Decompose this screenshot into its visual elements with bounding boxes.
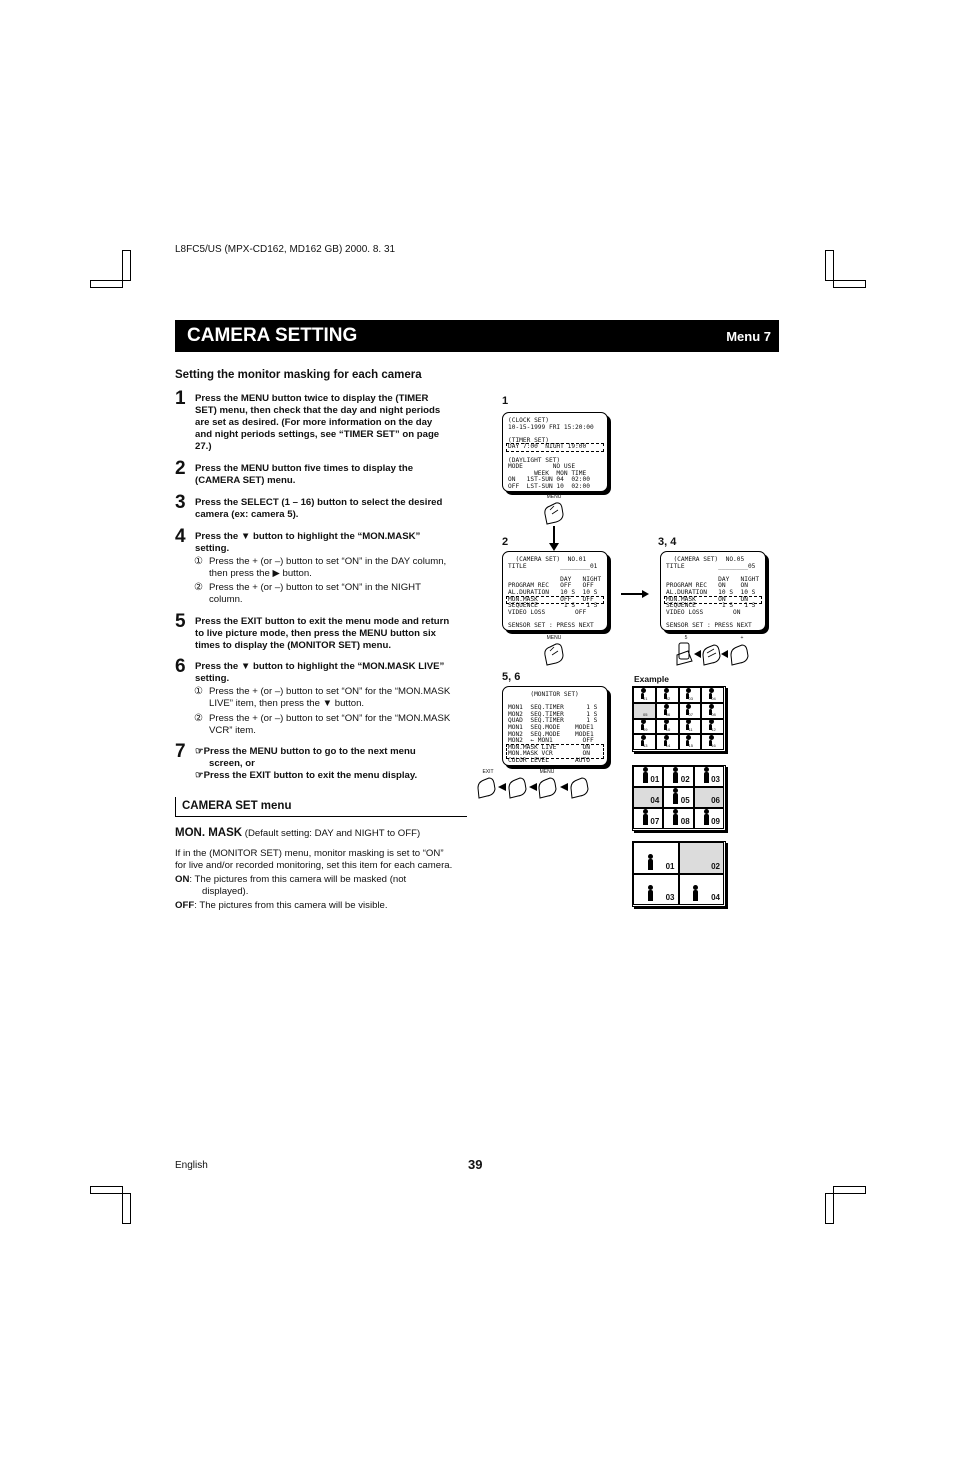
screen-line: VIDEO LOSS OFF [508,608,587,616]
camera-number: 07 [688,711,693,717]
camera-number: 16 [711,743,716,748]
plus-button-label: + [740,635,744,641]
step-line: are set as desired. (For more information on the day [195,417,433,428]
screen-line: OFF LST-SUN 10 02:00 [508,483,590,490]
screen-line: MON1 SEQ.MODE MODE1 [508,724,594,731]
menu-button-label: MENU [546,494,562,500]
camera-cell [633,766,663,787]
substep [194,556,471,580]
camera-number: 01 [643,695,648,701]
person-icon [648,859,653,870]
crop-mark [90,1186,131,1224]
screen-line: VIDEO LOSS ON [666,608,741,616]
step-text [195,463,470,487]
screen-line: WEEK MON TIME [508,469,587,477]
step-line: Press the ▼ button to highlight the “MON.MASK” [195,531,421,542]
screen-line: QUAD SEQ.TIMER 1 S [508,717,598,725]
step-line: Press the MENU button twice to display the (TIMER [195,393,429,404]
select-5-button-label: 5 [684,635,688,641]
clock-set-screen [502,412,608,492]
camera-number: 03 [711,775,720,784]
highlight-frame [506,596,604,605]
substep-line: Press the + (or –) button to set “ON” for the “MON.MASK [209,686,451,697]
camera-cell [633,874,679,906]
step-line: ☞Press the MENU button to go to the next menu [195,746,416,757]
substep-line: VCR” item. [209,725,256,736]
step-line: Press the ▼ button to highlight the “MON.MASK LIVE” [195,661,445,672]
substep-line: LIVE” item, then press the ▼ button. [209,698,365,709]
screen-line: SEQUENCE 1 S 1 S [508,602,598,610]
on-text: : The pictures from this camera will be masked (not [189,874,407,885]
example-label: Example [634,674,669,684]
step-number: 7 [175,741,186,762]
camera-number: 04 [711,893,720,902]
desc-line: If in the (MONITOR SET) menu, monitor masking is set to “ON” [175,848,444,859]
screen-line: (DAYLIGHT SET) [508,456,561,464]
diagram-label-1: 1 [502,395,509,407]
camera-cell [633,719,656,735]
person-icon [693,890,698,901]
screen-line: (CLOCK SET) [508,417,549,424]
camera-cell [694,787,724,808]
diagram-label-34: 3, 4 [658,536,677,548]
step-line: to live picture mode, then press the MENU button six [195,628,436,639]
highlight-frame [506,744,604,759]
substep-line: Press the + (or –) button to set “ON” for the “MON.MASK [209,713,451,724]
off-text: : The pictures from this camera will be visible. [194,900,388,911]
camera-number: 13 [643,743,648,748]
step-number: 6 [175,656,186,677]
person-icon [704,814,709,825]
screen-line: MON2 SEQ.MODE MODE1 [508,730,594,738]
camera-cell [663,808,693,829]
step-line: Press the EXIT button to exit the menu mode and return [195,616,450,627]
page-title: CAMERA SETTING [187,325,358,346]
desc-line: for live and/or recorded monitoring, set this item for each camera. [175,860,453,871]
camera-set-heading [175,797,467,817]
mon-mask-default: (Default setting: DAY and NIGHT to OFF) [244,828,421,839]
step-text [195,531,470,555]
step-line: SET) menu, then check that the day and night periods [195,405,441,416]
step-line: and night periods settings, see “TIMER SET” on page [195,429,440,440]
step-number: 5 [175,611,186,632]
substep-mark: ② [194,713,203,724]
step-line: setting. [195,673,230,684]
camera-cell [694,766,724,787]
person-icon [673,814,678,825]
on-label: ON [175,874,190,885]
screen-line: DAY NIGHT [508,575,602,583]
off-definition [175,900,388,912]
screen-line: TITLE ________05 [666,562,756,570]
camera-number: 14 [665,743,671,748]
step-number: 1 [175,388,186,409]
monitor-set-screen [502,686,608,766]
camera-cell [633,687,656,703]
camera-cell [679,719,702,735]
screen-line: DAY NIGHT [666,575,760,583]
highlight-frame [506,443,604,452]
on-definition [175,874,406,898]
substep-mark: ② [194,582,203,593]
camera-number: 03 [665,893,675,902]
diagram-label-2: 2 [502,536,509,548]
camera-cell [679,874,725,906]
hand-press-icon [542,641,566,667]
screen-line: TITLE ________01 [508,562,598,570]
camera-set-screen-01 [502,551,608,631]
screen-line: MON.MASK OFF OFF [508,595,594,603]
person-icon [643,772,648,783]
down-arrow-icon [548,526,560,552]
step-number: 4 [175,526,186,547]
right-arrow-icon [621,593,647,595]
mon-mask-item [175,827,420,840]
screen-line: 10-15-1999 FRI 15:20:00 [508,423,594,431]
camera-number: 11 [688,727,693,733]
screen-line: AL.DURATION 10 S 10 S [508,589,598,596]
step-line: camera (ex: camera 5). [195,509,299,520]
camera-number: 09 [711,817,720,826]
mon-mask-label: MON. MASK [175,827,243,839]
screen-line: (CAMERA SET) NO.05 [666,556,745,563]
camera-number: 03 [688,695,693,701]
crop-mark [825,1186,866,1224]
substep-line: then press the ▶ button. [209,568,312,579]
exit-button-label: EXIT [482,769,494,775]
step-line: ☞Press the EXIT button to exit the menu display. [195,770,418,781]
camera-number: 06 [711,796,720,805]
example-16-split [632,686,726,752]
camera-cell [663,766,693,787]
person-icon [673,772,678,783]
camera-cell [633,842,679,874]
camera-cell [656,719,679,735]
camera-cell [701,719,724,735]
screen-line: MON2 SEQ.TIMER 1 S [508,710,598,718]
camera-cell [694,808,724,829]
screen-line: MON.MASK VCR ON [508,750,590,758]
substep-line: Press the + (or –) button to set “ON” in the NIGHT [209,582,421,593]
screen-line: ON 1ST-SUN 04 02:00 [508,476,590,484]
camera-number: 10 [665,727,671,733]
camera-number: 07 [650,817,660,826]
menu-number: Menu 7 [726,329,771,344]
screen-line: MON.MASK ON ON [666,595,748,603]
substep [194,582,471,606]
screen-line: (TIMER SET) [508,436,549,444]
step-text [195,616,470,652]
step-line: Press the SELECT (1 – 16) button to select the desired [195,497,443,508]
camera-cell [679,687,702,703]
screen-line: (CAMERA SET) NO.01 [508,556,587,563]
screen-line: MON.MASK LIVE ON [508,743,590,751]
camera-cell [701,734,724,750]
camera-cell [656,687,679,703]
title-bar [175,320,779,352]
screen-line: AL.DURATION 10 S 10 S [666,589,756,596]
camera-number: 04 [650,796,660,805]
camera-number: 02 [711,861,720,871]
step-line: times to display the (MONITOR SET) menu. [195,640,391,651]
camera-cell [701,703,724,719]
step-line: Press the MENU button five times to display the [195,463,414,474]
camera-cell [679,703,702,719]
camera-cell [656,703,679,719]
screen-line: DAY 7:00 NIGHT 19:00 [508,443,587,451]
camera-number: 04 [711,695,716,701]
screen-line: (MONITOR SET) [508,691,579,698]
mon-mask-description [175,848,452,872]
substep-line: column. [209,594,243,605]
on-text-cont: displayed). [202,886,249,897]
hand-press-icon [542,500,566,526]
screen-line: MODE NO USE [508,463,576,471]
example-9-split [632,765,726,831]
person-icon [648,890,653,901]
substep-mark: ① [194,556,203,567]
camera-cell [633,787,663,808]
screen-line: COLOR LEVEL AUTO [508,757,590,764]
camera-number: 01 [665,861,675,871]
page-number: 39 [468,1157,483,1172]
camera-number: 05 [680,796,690,805]
person-icon [643,814,648,825]
camera-number: 02 [680,775,690,784]
camera-cell [663,787,693,808]
camera-number: 08 [680,817,690,826]
camera-cell [656,734,679,750]
step-line: screen, or [209,758,255,769]
screen-line: SENSOR SET : PRESS NEXT [508,622,594,629]
camera-number: 12 [711,727,716,733]
camera-cell [633,808,663,829]
diagram-label-56: 5, 6 [502,671,521,683]
step-line: setting. [195,543,230,554]
crop-mark [90,250,131,288]
off-label: OFF [175,900,195,911]
camera-number: 15 [688,743,693,748]
camera-number: 09 [643,727,648,733]
camera-cell [633,734,656,750]
step-line: 27.) [195,441,212,452]
camera-cell [633,703,656,719]
camera-set-screen-05 [660,551,766,631]
step-number: 2 [175,458,186,479]
camera-cell [701,687,724,703]
camera-cell [679,842,725,874]
button-sequence-icon [474,774,614,800]
screen-line: MON1 SEQ.TIMER 1 S [508,704,598,712]
highlight-frame [664,596,762,605]
camera-set-heading-text: CAMERA SET menu [182,800,292,812]
screen-line: MON2 ← MON1 OFF [508,737,594,745]
example-quad-split [632,841,726,907]
menu-button-label: MENU [546,635,562,641]
step-line: (CAMERA SET) menu. [195,475,296,486]
document-code: L8FC5/US (MPX-CD162, MD162 GB) 2000. 8. 31 [175,244,396,255]
person-icon [673,793,678,804]
screen-line: PROGRAM REC ON ON [666,582,748,590]
substep-line: Press the + (or –) button to set “ON” in the DAY column, [209,556,447,567]
camera-number: 02 [665,695,671,701]
step-text [195,661,470,685]
menu-button-label: MENU [539,769,555,775]
screen-line: SENSOR SET : PRESS NEXT [666,622,752,629]
camera-number: 01 [650,775,660,784]
step-text [195,393,470,453]
person-icon [704,772,709,783]
step-text [195,497,470,521]
substep [194,713,471,737]
camera-number: 06 [665,711,671,717]
crop-mark [825,250,866,288]
camera-number: 05 [643,711,648,717]
screen-line: SEQUENCE 1 S 1 S [666,602,756,610]
substep [194,686,471,710]
step-number: 3 [175,492,186,513]
footer-language: English [175,1160,208,1171]
substep-mark: ① [194,686,203,697]
section-heading: Setting the monitor masking for each camera [175,369,422,381]
step-text [195,746,470,782]
button-sequence-icon [674,641,754,667]
camera-number: 08 [711,711,716,717]
screen-line: PROGRAM REC OFF OFF [508,582,594,590]
camera-cell [679,734,702,750]
